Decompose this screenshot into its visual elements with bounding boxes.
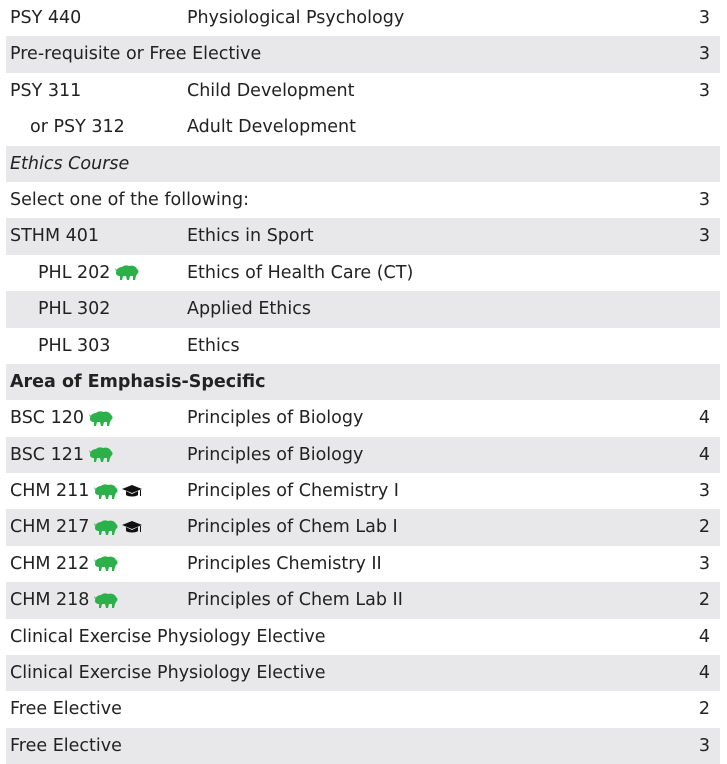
section-row: [6, 182, 720, 218]
course-code: [38, 328, 110, 364]
section-label: Pre-requisite or Free Elective: [10, 44, 262, 65]
course-code: [10, 400, 116, 437]
course-icons: [93, 582, 121, 618]
course-row: [6, 546, 720, 582]
course-code-text: BSC 120: [10, 408, 84, 429]
section-label: Clinical Exercise Physiology Elective: [10, 663, 326, 684]
course-title: Ethics: [187, 335, 240, 356]
course-table: [6, 0, 720, 764]
section-row: [6, 364, 720, 400]
course-title: Principles of Chem Lab II: [187, 590, 403, 611]
course-code-text: BSC 121: [10, 444, 84, 465]
credit-hours: 3: [698, 189, 710, 210]
credit-hours: 4: [698, 626, 710, 647]
section-label: Free Elective: [10, 699, 122, 720]
section-row: [6, 619, 720, 655]
course-code: [30, 109, 125, 145]
course-row: [6, 473, 720, 509]
course-title: Applied Ethics: [187, 299, 311, 320]
course-code: [38, 255, 142, 292]
course-title: Adult Development: [187, 117, 356, 138]
course-code-text: PSY 311: [10, 80, 82, 101]
course-code: [10, 509, 145, 546]
course-icons: [114, 255, 142, 291]
course-code-text: CHM 218: [10, 590, 90, 611]
course-code-text: PHL 302: [38, 299, 111, 320]
credit-hours: 2: [698, 590, 710, 611]
graduation-cap-icon: [121, 517, 145, 537]
course-icons: [88, 400, 116, 436]
course-code: [10, 0, 81, 36]
credit-hours: 3: [698, 8, 710, 28]
credit-hours: 3: [698, 80, 710, 101]
course-row: [6, 218, 720, 254]
section-label: Ethics Course: [10, 153, 130, 174]
course-title: Principles of Chemistry I: [187, 481, 399, 502]
course-row: [6, 400, 720, 436]
section-row: [6, 691, 720, 727]
course-code-text: PSY 440: [10, 8, 82, 28]
credit-hours: 3: [698, 553, 710, 574]
section-row: [6, 36, 720, 72]
course-code-text: CHM 211: [10, 481, 90, 502]
credit-hours: 4: [698, 444, 710, 465]
credit-hours: 4: [698, 408, 710, 429]
credit-hours: 3: [698, 735, 710, 756]
course-code-text: or PSY 312: [30, 117, 125, 138]
course-title: Physiological Psychology: [187, 8, 405, 28]
course-code-text: CHM 217: [10, 517, 90, 538]
course-code: [10, 73, 81, 109]
course-row: [6, 109, 720, 145]
section-label: Clinical Exercise Physiology Elective: [10, 626, 326, 647]
credit-hours: 2: [698, 517, 710, 538]
course-icons: [93, 546, 121, 582]
bison-icon: [93, 481, 121, 501]
course-row: [6, 437, 720, 473]
course-code: [10, 473, 145, 510]
section-row: [6, 728, 720, 764]
course-row: [6, 0, 720, 36]
bison-icon: [93, 590, 121, 610]
section-row: [6, 655, 720, 691]
bison-icon: [93, 517, 121, 537]
course-row: [6, 73, 720, 109]
course-title: Principles of Chem Lab I: [187, 517, 398, 538]
section-label: Select one of the following:: [10, 189, 249, 210]
course-icons: [93, 473, 145, 509]
course-code: [10, 437, 116, 474]
credit-hours: 3: [698, 44, 710, 65]
course-code-text: PHL 202: [38, 262, 111, 283]
bison-icon: [88, 445, 116, 465]
course-code: [38, 291, 110, 327]
course-icons: [93, 509, 145, 545]
course-title: Principles of Biology: [187, 408, 364, 429]
course-code: [10, 218, 99, 254]
graduation-cap-icon: [121, 481, 145, 501]
course-title: Ethics in Sport: [187, 226, 314, 247]
course-row: [6, 509, 720, 545]
course-row: [6, 582, 720, 618]
course-code-text: PHL 303: [38, 335, 111, 356]
bison-icon: [114, 263, 142, 283]
course-code: [10, 582, 121, 619]
course-row: [6, 328, 720, 364]
credit-hours: 3: [698, 226, 710, 247]
course-title: Ethics of Health Care (CT): [187, 262, 414, 283]
credit-hours: 2: [698, 699, 710, 720]
section-label: Free Elective: [10, 735, 122, 756]
course-row: [6, 291, 720, 327]
section-row: [6, 146, 720, 182]
course-code-text: STHM 401: [10, 226, 100, 247]
course-icons: [88, 437, 116, 473]
bison-icon: [88, 408, 116, 428]
section-heading: Area of Emphasis-Specific: [10, 371, 266, 392]
credit-hours: 4: [698, 663, 710, 684]
course-title: Principles Chemistry II: [187, 553, 382, 574]
bison-icon: [93, 554, 121, 574]
course-title: Principles of Biology: [187, 444, 364, 465]
course-title: Child Development: [187, 80, 355, 101]
course-code-text: CHM 212: [10, 554, 90, 575]
course-row: [6, 255, 720, 291]
course-code: [10, 546, 121, 583]
credit-hours: 3: [698, 481, 710, 502]
